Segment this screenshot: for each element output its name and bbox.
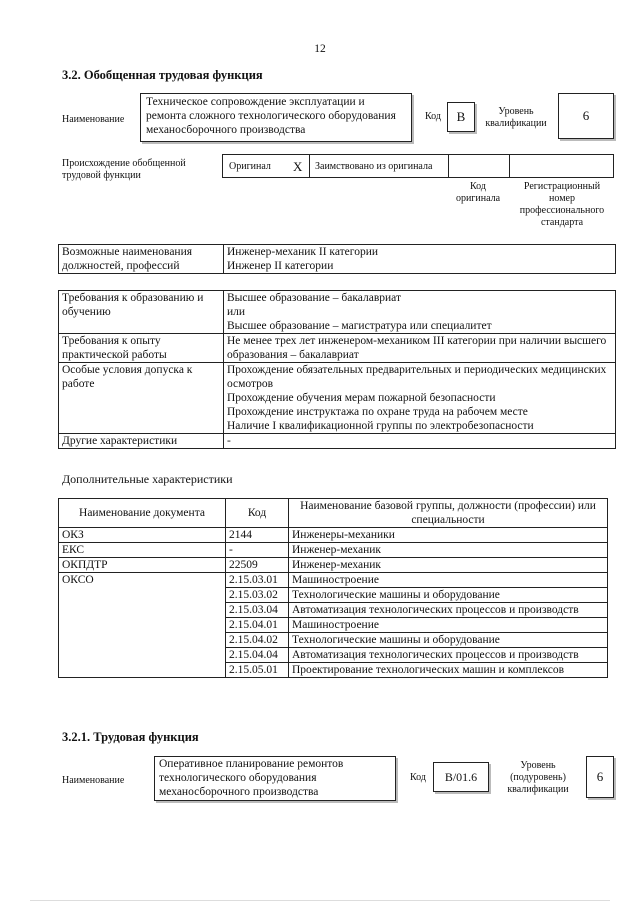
cell-name: Автоматизация технологических процессов и производств <box>289 648 608 663</box>
cell-code: 2.15.03.02 <box>226 588 289 603</box>
req-row-education <box>59 291 616 334</box>
cell-code: 2.15.05.01 <box>226 663 289 678</box>
cell-doc: ОКПДТР <box>59 558 226 573</box>
cell-code: 2.15.04.01 <box>226 618 289 633</box>
tf-name-label: Наименование <box>62 775 125 786</box>
origin-row <box>222 154 614 178</box>
cell-name: Инженер-механик <box>289 558 608 573</box>
cell-code: 2.15.03.04 <box>226 603 289 618</box>
req-line: Прохождение инструктажа по охране труда на рабочем месте <box>227 406 528 418</box>
cell-name: Машиностроение <box>289 573 608 588</box>
cell-doc: ОКСО <box>59 573 226 678</box>
cell-name: Автоматизация технологических процессов и производств <box>289 603 608 618</box>
table-row <box>59 543 608 558</box>
reg-num-caption: Регистрационный номер профессионального стандарта <box>519 181 605 228</box>
original-mark: Х <box>293 159 303 174</box>
tf-section-title: 3.2.1. Трудовая функция <box>62 730 199 744</box>
positions-label: Возможные наименования должностей, профессий <box>59 245 224 274</box>
cell-code: 2144 <box>226 528 289 543</box>
req-value: Не менее трех лет инженером-механиком III категории при наличии высшего образования – бакалавриат <box>224 334 616 363</box>
req-line: Высшее образование – бакалавриат <box>227 292 401 304</box>
cell-doc: ЕКС <box>59 543 226 558</box>
positions-values <box>224 245 616 274</box>
requirements-table <box>58 290 616 449</box>
tf-code-label: Код <box>410 772 426 783</box>
req-row-other <box>59 434 616 449</box>
cell-code: 2.15.04.02 <box>226 633 289 648</box>
req-label: Особые условия допуска к работе <box>59 363 224 434</box>
position-item: Инженер II категории <box>227 260 334 272</box>
req-line: или <box>227 306 246 318</box>
cell-code: - <box>226 543 289 558</box>
req-line: Наличие I квалификационной группы по электробезопасности <box>227 420 534 432</box>
cell-code: 22509 <box>226 558 289 573</box>
section-title: 3.2. Обобщенная трудовая функция <box>62 68 263 82</box>
gtf-level-label: Уровень квалификации <box>485 106 547 129</box>
tf-name-value: Оперативное планирование ремонтов технологического оборудования механосборочного производства <box>154 756 396 801</box>
table-row <box>59 558 608 573</box>
orig-code-caption: Код оригинала <box>455 181 501 204</box>
table-row <box>59 528 608 543</box>
additional-title: Дополнительные характеристики <box>62 472 233 486</box>
gtf-name-label: Наименование <box>62 114 125 125</box>
gtf-code-label: Код <box>425 111 441 122</box>
tf-code-value: B/01.6 <box>433 762 489 792</box>
table-row <box>59 573 608 588</box>
tf-level-label: Уровень (подуровень) квалификации <box>507 760 569 795</box>
cell-name: Технологические машины и оборудование <box>289 588 608 603</box>
gtf-code-value: В <box>447 102 475 132</box>
position-item: Инженер-механик II категории <box>227 246 379 258</box>
page-bottom-line <box>30 900 610 901</box>
positions-table <box>58 244 616 274</box>
cell-code: 2.15.03.01 <box>226 573 289 588</box>
req-value: - <box>224 434 616 449</box>
additional-table <box>58 498 608 678</box>
req-value <box>224 363 616 434</box>
page-number: 12 <box>314 43 326 55</box>
cell-name: Машиностроение <box>289 618 608 633</box>
gtf-level-value: 6 <box>558 93 614 139</box>
req-label: Требования к опыту практической работы <box>59 334 224 363</box>
cell-name: Технологические машины и оборудование <box>289 633 608 648</box>
header-code: Код <box>226 499 289 528</box>
cell-code: 2.15.04.04 <box>226 648 289 663</box>
tf-level-value: 6 <box>586 756 614 798</box>
req-line: Прохождение обучения мерам пожарной безопасности <box>227 392 496 404</box>
additional-header-row <box>59 499 608 528</box>
cell-name: Инженер-механик <box>289 543 608 558</box>
cell-doc: ОКЗ <box>59 528 226 543</box>
req-label: Требования к образованию и обучению <box>59 291 224 334</box>
borrowed-label: Заимствовано из оригинала <box>315 161 433 172</box>
original-label: Оригинал <box>229 161 271 172</box>
req-row-conditions <box>59 363 616 434</box>
cell-name: Инженеры-механики <box>289 528 608 543</box>
req-line: Прохождение обязательных предварительных и периодических медицинских осмотров <box>227 364 607 390</box>
req-label: Другие характеристики <box>59 434 224 449</box>
req-row-experience <box>59 334 616 363</box>
gtf-name-value: Техническое сопровождение эксплуатации и ремонта сложного технологического оборудования механосборочного производства <box>140 93 412 142</box>
cell-name: Проектирование технологических машин и комплексов <box>289 663 608 678</box>
req-line: Высшее образование – магистратура или специалитет <box>227 320 492 332</box>
gtf-origin-label: Происхождение обобщенной трудовой функции <box>62 158 186 181</box>
req-value <box>224 291 616 334</box>
header-doc: Наименование документа <box>59 499 226 528</box>
header-name: Наименование базовой группы, должности (профессии) или специальности <box>289 499 608 528</box>
